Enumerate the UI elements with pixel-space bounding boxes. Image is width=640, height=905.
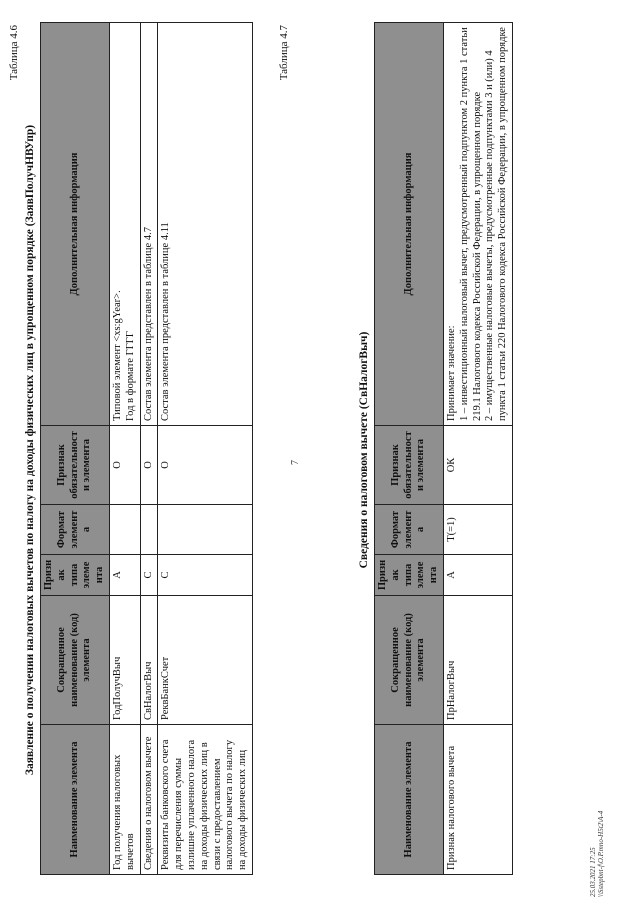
table47-header-type: Признак типа элемента [375,555,444,596]
table47-header-required: Признак обязательности элемента [375,426,444,505]
table-row [158,23,253,875]
table47 [374,22,513,875]
cell-name: Реквизиты банковского счета для перечисления суммы излишне уплаченного налога на доходы физических лиц в связи с предоставлением налогового вычета по налогу на доходы физических лиц [158,725,253,875]
info-line: Состав элемента представлен в таблице 4.11 [160,222,172,421]
table46-header-name: Наименование элемента [41,725,110,875]
cell-format [109,505,140,555]
cell-name: Год получения налоговых вычетов [109,725,140,875]
cell-required: О [140,426,158,505]
cell-format [158,505,253,555]
footer-note [590,697,605,897]
table47-header-format: Формат элемента [375,505,444,555]
info-line: Состав элемента представлен в таблице 4.7 [142,227,154,421]
cell-format [140,505,158,555]
info-line: 1 – инвестиционный налоговый вычет, предусмотренный подпунктом 2 пункта 1 статьи 219.1 Налогового кодекса Российской Федерации, в упрощенном порядке [458,27,483,421]
table46-label: Таблица 4.6 [8,25,20,81]
cell-info [158,23,253,426]
cell-code: РеквБанкСчет [158,596,253,725]
cell-name: Признак налогового вычета [443,725,512,875]
cell-required: О [109,426,140,505]
cell-info [443,23,512,426]
cell-code: СвНалогВыч [140,596,158,725]
table46-header-type: Признак типа элемента [41,555,110,596]
cell-type: С [158,555,253,596]
cell-code: ГодПолучВыч [109,596,140,725]
cell-info [109,23,140,426]
table47-header-name: Наименование элемента [375,725,444,875]
table46-header-info: Дополнительная информация [41,23,110,426]
table46-header-format: Формат элемента [41,505,110,555]
cell-type: А [109,555,140,596]
table46-header-required: Признак обязательности элемента [41,426,110,505]
table-row [109,23,140,875]
table47-label: Таблица 4.7 [278,25,290,81]
table47-header-code: Сокращенное наименование (код) элемента [375,596,444,725]
info-line: 2 – имущественные налоговые вычеты, предусмотренные подпунктами 3 и (или) 4 пункта 1 статьи 220 Налогового кодекса Российской Федерации, в упрощенном порядке [484,27,509,421]
cell-format: T(=1) [443,505,512,555]
info-line: Принимает значение: [445,325,457,421]
info-line: Типовой элемент <xs:gYear>. [111,290,123,421]
table-row [140,23,158,875]
table46 [40,22,253,875]
table47-title: Сведения о налоговом вычете (СвНалогВыч) [358,331,370,569]
page-number: 7 [290,460,301,465]
cell-type: А [443,555,512,596]
cell-required: О [158,426,253,505]
cell-code: ПрНалогВыч [443,596,512,725]
table47-header-info: Дополнительная информация [375,23,444,426]
cell-info [140,23,158,426]
table47-header-row [375,23,444,875]
cell-type: С [140,555,158,596]
table-row [443,23,512,875]
info-line: Год в формате ГГГГ [124,331,136,421]
table46-title: Заявление о получении налоговых вычетов по налогу на доходы физических лиц в упрощенном порядке (ЗаявПолучНВУпр) [24,124,36,776]
footer-line-1: 25.03.2021 17:25 [589,847,597,897]
table46-header-code: Сокращенное наименование (код) элемента [41,596,110,725]
cell-name: Сведения о налоговом вычете [140,725,158,875]
table46-header-row [41,23,110,875]
footer-line-2: \\Sstepbnt-f\O.P.mno-H5t2\A-4 [596,810,605,897]
cell-required: ОК [443,426,512,505]
